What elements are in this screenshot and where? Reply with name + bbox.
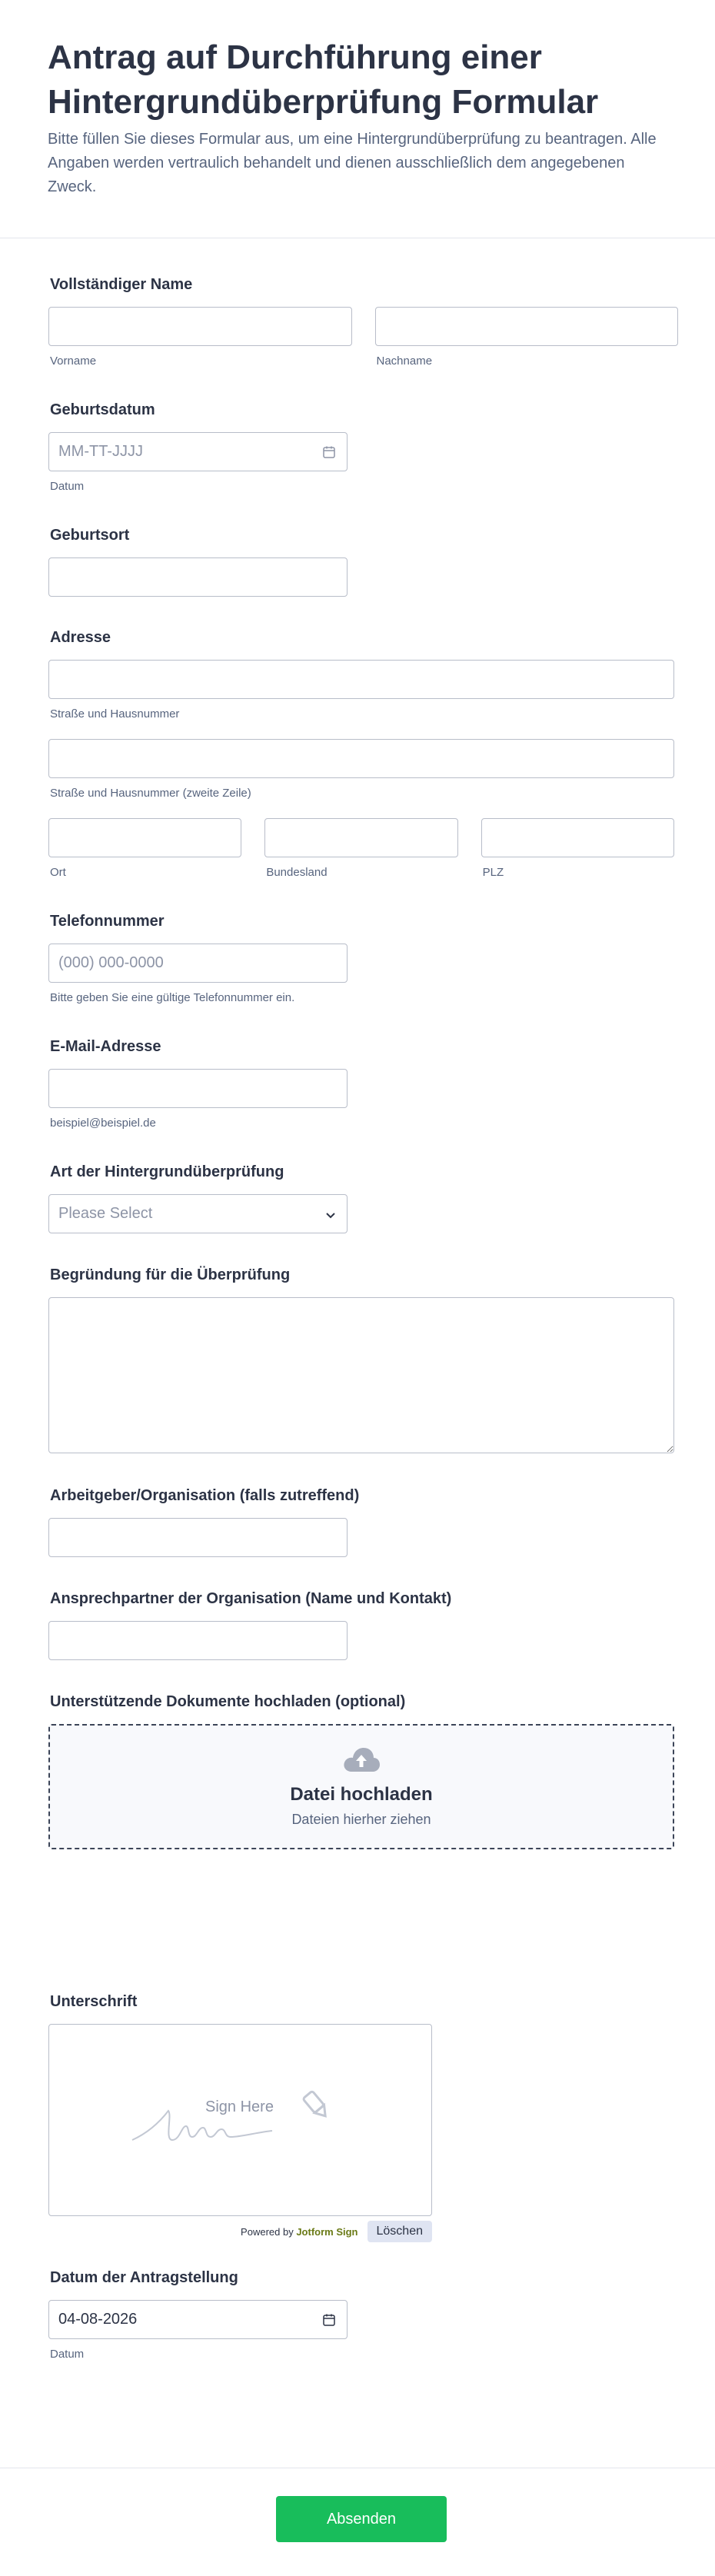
zip-sublabel: PLZ [482,866,504,879]
birthdate-label: Geburtsdatum [50,401,155,418]
signature-hint-graphic [49,2025,433,2217]
reason-textarea[interactable] [48,1297,674,1453]
field-signature [48,1992,678,2242]
request-date-input[interactable] [48,2300,348,2339]
calendar-icon[interactable] [322,445,336,459]
first-name-sublabel: Vorname [50,354,97,368]
page-subtitle: Bitte füllen Sie dieses Formular aus, um eine Hintergrundüberprüfung zu beantragen. Alle Angaben werden vertraulich behandelt und dienen ausschließlich dem angegebenen Zweck. [48,131,657,195]
field-full-name [48,275,678,368]
birthplace-label: Geburtsort [50,527,130,544]
birthdate-sublabel: Datum [50,480,85,493]
address-label: Adresse [50,629,111,646]
sign-here-hint: Sign Here [205,2098,274,2115]
field-reason [48,1266,678,1457]
field-employer [48,1486,678,1557]
email-label: E-Mail-Adresse [50,1038,161,1055]
last-name-col [375,307,679,368]
check-type-select[interactable] [48,1194,348,1233]
request-date-label: Datum der Antragstellung [50,2269,238,2286]
file-upload-dropzone[interactable] [48,1724,674,1849]
last-name-sublabel: Nachname [376,354,433,368]
page-title: Antrag auf Durchführung einer Hintergrundüberprüfung Formular [48,38,599,121]
full-name-label: Vollständiger Name [50,276,193,293]
phone-label: Telefonnummer [50,913,165,930]
chevron-down-icon [324,1208,338,1222]
city-input[interactable] [48,818,241,857]
city-col [48,818,241,880]
street-line1-input[interactable] [48,660,674,699]
state-input[interactable] [264,818,457,857]
field-upload [48,1692,678,1849]
zip-input[interactable] [481,818,674,857]
street-line2-sublabel: Straße und Hausnummer (zweite Zeile) [50,787,251,800]
first-name-col [48,307,352,368]
clear-signature-button[interactable]: Löschen [367,2221,433,2242]
powered-by-prefix: Powered by [241,2225,294,2238]
check-type-label: Art der Hintergrundüberprüfung [50,1163,284,1180]
birthdate-input[interactable] [48,432,348,471]
phone-input[interactable] [48,944,348,983]
reason-label: Begründung für die Überprüfung [50,1266,291,1283]
field-phone [48,912,678,1005]
field-birthplace [48,526,678,597]
street-line2-input[interactable] [48,739,674,778]
last-name-input[interactable] [375,307,679,346]
form-body [0,275,715,2361]
request-date-sublabel: Datum [50,2348,85,2361]
upload-title: Datei hochladen [290,1784,433,1805]
email-sublabel: beispiel@beispiel.de [50,1117,156,1130]
signature-label: Unterschrift [50,1993,138,2010]
powered-by-text [241,2226,358,2238]
birthdate-placeholder: MM-TT-JJJJ [58,443,143,460]
employer-label: Arbeitgeber/Organisation (falls zutreffend) [50,1487,360,1504]
field-birthdate [48,401,678,494]
cloud-upload-icon [341,1746,381,1773]
phone-placeholder: (000) 000-0000 [58,954,164,971]
field-check-type [48,1163,678,1233]
field-request-date [48,2268,678,2361]
city-sublabel: Ort [50,866,66,879]
phone-sublabel: Bitte geben Sie eine gültige Telefonnummer ein. [50,991,295,1004]
form-header [0,0,715,238]
calendar-icon[interactable] [322,2313,336,2327]
field-contact [48,1589,678,1660]
zip-col [481,818,674,880]
state-sublabel: Bundesland [266,866,328,879]
employer-input[interactable] [48,1518,348,1557]
request-date-value: 04-08-2026 [58,2311,138,2328]
field-email [48,1037,678,1130]
contact-label: Ansprechpartner der Organisation (Name und Kontakt) [50,1590,452,1607]
check-type-placeholder: Please Select [58,1205,153,1222]
submit-button[interactable]: Absenden [276,2496,447,2542]
signature-footer [48,2221,432,2242]
birthplace-input[interactable] [48,557,348,597]
upload-subtitle: Dateien hierher ziehen [291,1812,431,1827]
pen-icon [303,2091,330,2120]
signature-pad[interactable] [48,2024,432,2216]
powered-by-brand[interactable]: Jotform Sign [296,2225,358,2238]
upload-label: Unterstützende Dokumente hochladen (optional) [50,1693,406,1710]
field-address [48,628,678,880]
contact-input[interactable] [48,1621,348,1660]
street-line1-sublabel: Straße und Hausnummer [50,707,180,721]
email-input[interactable] [48,1069,348,1108]
first-name-input[interactable] [48,307,352,346]
state-col [264,818,457,880]
form-footer [0,2468,715,2576]
